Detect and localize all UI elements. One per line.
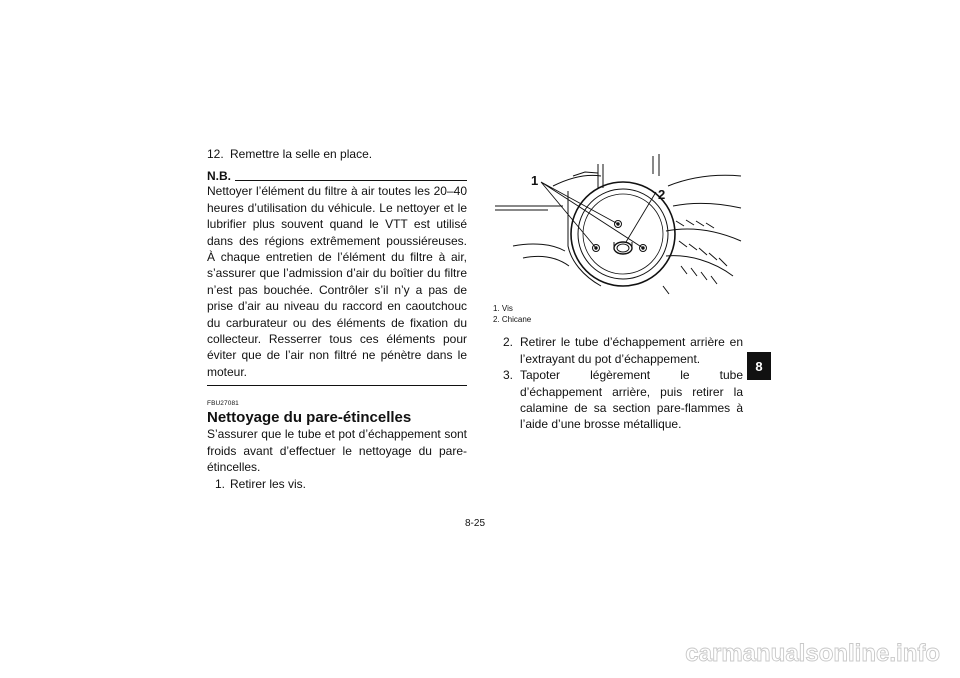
step-number: 3. [503,368,514,383]
step-text: Retirer le tube d’échappement arrière en l’extrayant du pot d’échappement. [520,335,743,366]
spark-arrester-illustration [493,146,743,296]
step-12 [207,146,467,162]
caption-text: Chicane [501,315,532,325]
step-2 [503,334,743,367]
step-3 [503,367,743,433]
section-intro: S’assurer que le tube et pot d’échappement sont froids avant d’effectuer le nettoyage du pare-étincelles. [207,427,467,475]
step-text: Tapoter légèrement le tube d’échappement arrière, puis retirer la calamine de sa section pare-flammes à l’aide d’une brosse métallique. [520,368,743,432]
step-number: 2. [503,335,514,350]
caption-number: 2. [493,315,500,325]
right-column [493,146,743,433]
step-number: 1. [215,476,226,491]
callout-1: 1 [531,173,539,188]
page-number: 8-25 [465,518,486,529]
caption-number: 1. [493,304,500,314]
left-column [207,146,467,492]
figure-caption-1 [493,303,743,314]
note-label: N.B. [207,169,231,184]
step-text: Retirer les vis. [230,476,307,491]
step-text: Remettre la selle en place. [230,147,373,161]
caption-text: Vis [501,304,513,314]
note-rule [235,180,467,181]
note-header [207,170,467,183]
watermark [682,634,942,670]
note-end-rule [207,385,467,386]
note-text: Nettoyer l’élément du filtre à air toutes les 20–40 heures d’utilisation du véhicule. Le nettoyer et le lubrifier plus souvent quand le VTT est utilisé dans des régions extrêmement poussiéreuses. À chaque entretien de l’élément du filtre à air, s’assurer que l’admission d’air du boîtier du filtre n’est pas bouchée. Contrôler s’il n’y a pas de prise d’air au niveau du raccord en caoutchouc du carburateur ou des éléments de fixation du collecteur. Resserrer tous ces éléments pour éviter que de l’air non filtré ne pénètre dans le moteur. [207,184,467,379]
chapter-tab: 8 [747,352,771,380]
watermark-text: carmanualsonline.info [685,640,940,667]
callout-2: 2 [658,187,666,202]
step-1 [207,476,467,492]
section-code: FBU27081 [207,400,239,408]
figure-caption-2 [493,314,743,325]
step-number: 12. [207,147,224,161]
section-title: Nettoyage du pare-étincelles [207,409,412,427]
